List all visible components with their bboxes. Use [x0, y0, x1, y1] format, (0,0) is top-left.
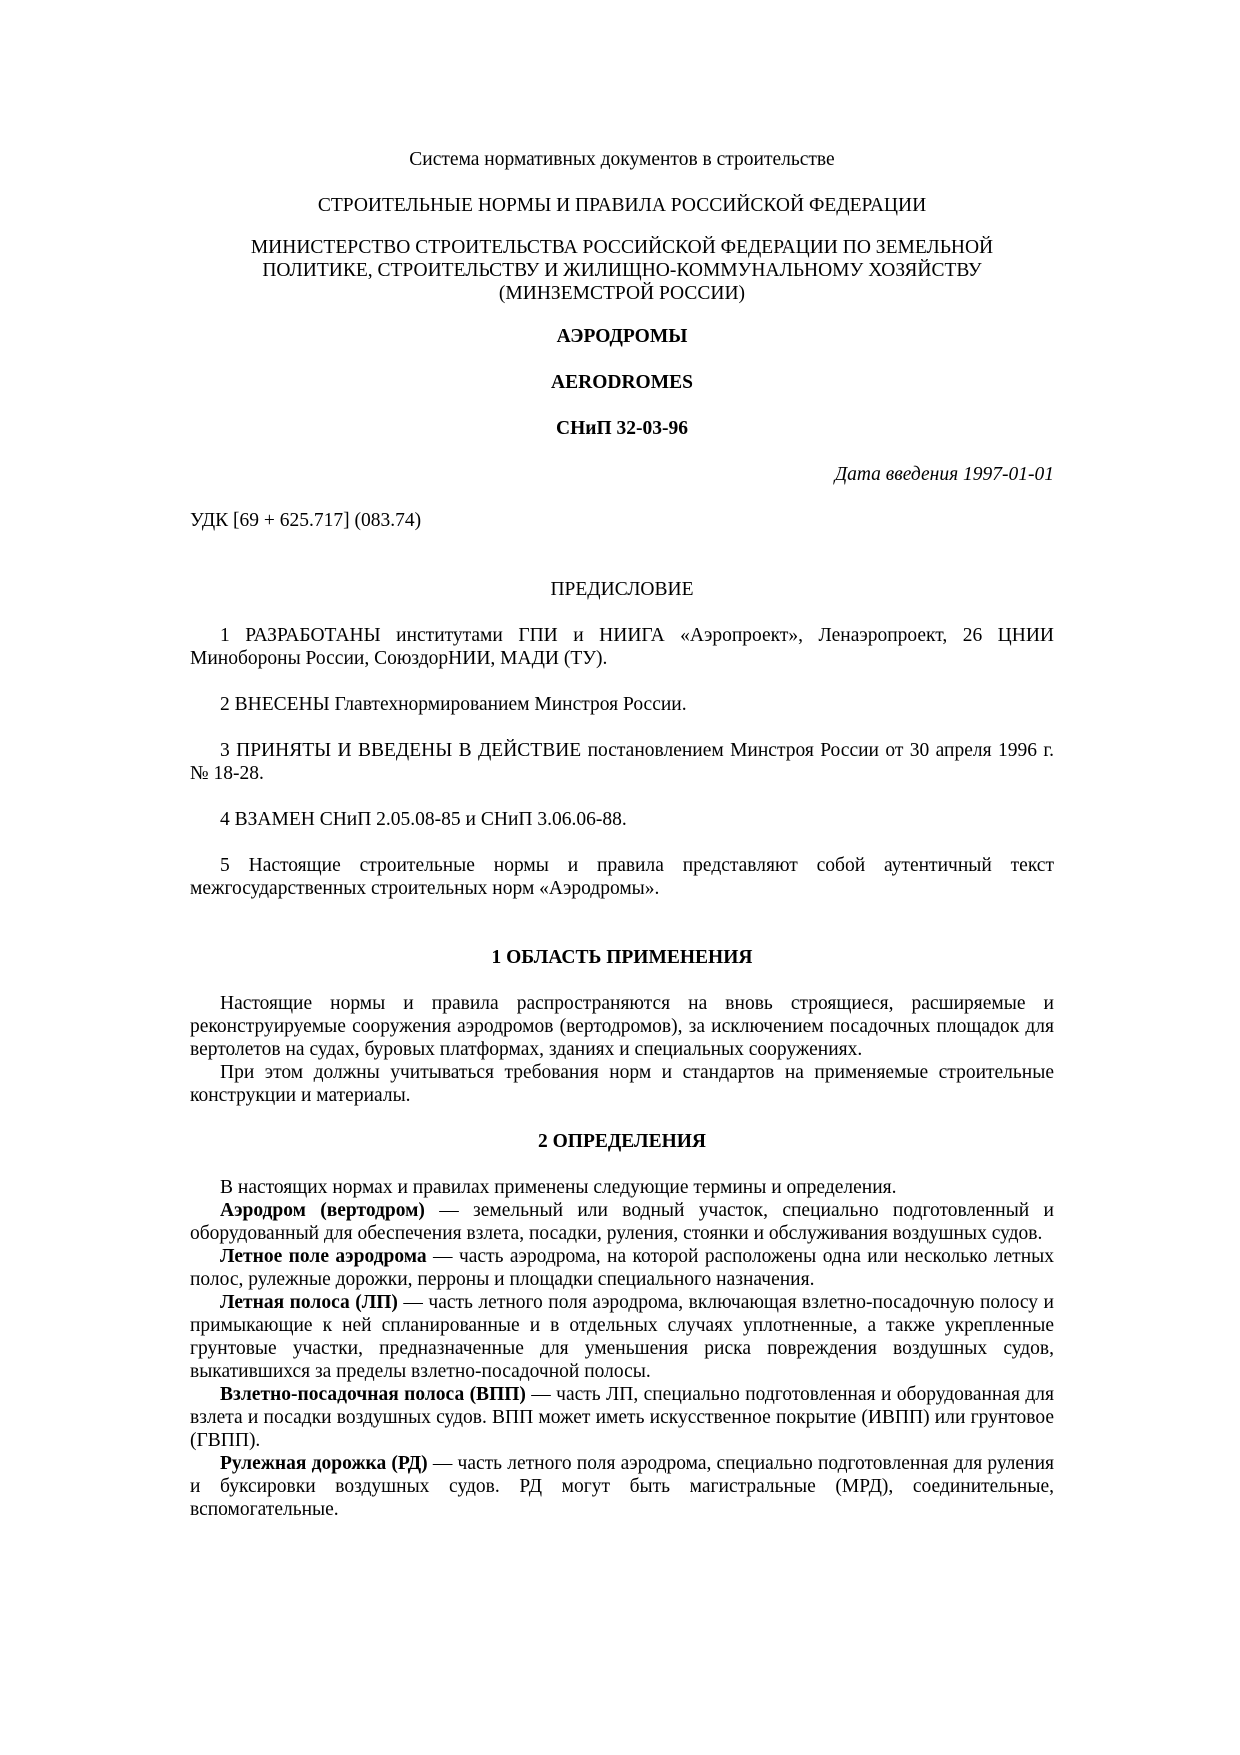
preface-item: [190, 693, 1054, 716]
preface-item: 5 Настоящие строительные нормы и правила представляют собой аутентичный текст межгосударственных строительных норм «Аэродромы».: [190, 855, 1054, 899]
ministry-line: (МИНЗЕМСТРОЙ РОССИИ): [498, 283, 746, 304]
document-page: [190, 148, 1054, 1521]
paragraph: Настоящие нормы и правила распространяются на вновь строящиеся, расширяемые и реконструируемые сооружения аэродромов (вертодромов), за исключением посадочных площадок для вертолетов на судах, буровых платформах, зданиях и специальных сооружениях.: [190, 993, 1054, 1060]
system-line: Система нормативных документов в строительстве: [409, 149, 835, 170]
section-heading: 1 ОБЛАСТЬ ПРИМЕНЕНИЯ: [491, 947, 753, 968]
definition: [190, 1245, 1054, 1291]
preface-item-lead: 4 ВЗАМЕН: [220, 809, 315, 830]
definition-text: — часть ЛП, специально подготовленная и оборудованная для взлета и посадки воздушных судов. ВПП может иметь искусственное покрытие (ИВПП) или грунтовое (ГВПП).: [190, 1384, 1054, 1451]
definition-text: — часть аэродрома, на которой расположены одна или несколько летных полос, рулежные дорожки, перроны и площадки специального назначения.: [190, 1246, 1054, 1290]
definition-text: — земельный или водный участок, специально подготовленный и оборудованный для обеспечения взлета, посадки, руления, стоянки и обслуживания воздушных судов.: [190, 1200, 1054, 1244]
preface-heading: ПРЕДИСЛОВИЕ: [550, 579, 694, 600]
preface-item-text: институтами ГПИ и НИИГА «Аэропроект», Ленаэропроект, 26 ЦНИИ Минобороны России, СоюздорНИИ, МАДИ (ТУ).: [190, 625, 1055, 669]
ministry-block: [190, 236, 1054, 305]
preface-item: [190, 808, 1054, 831]
title-ru: АЭРОДРОМЫ: [556, 326, 688, 347]
norms-title: СТРОИТЕЛЬНЫЕ НОРМЫ И ПРАВИЛА РОССИЙСКОЙ ФЕДЕРАЦИИ: [317, 195, 927, 216]
definition: [190, 1291, 1054, 1383]
udk-code: УДК [69 + 625.717] (083.74): [190, 510, 422, 531]
paragraph: При этом должны учитываться требования норм и стандартов на применяемые строительные конструкции и материалы.: [190, 1062, 1054, 1106]
preface-item-text: постановлением Минстроя России от 30 апреля 1996 г. № 18-28.: [190, 740, 1054, 784]
preface-item: [190, 624, 1054, 670]
definition-term: Рулежная дорожка (РД): [220, 1453, 428, 1474]
effective-date: Дата введения 1997-01-01: [834, 464, 1054, 485]
definition-term: Летная полоса (ЛП): [220, 1292, 398, 1313]
preface-item-lead: 2 ВНЕСЕНЫ: [220, 694, 330, 715]
definition: [190, 1199, 1054, 1245]
preface-item-lead: 3 ПРИНЯТЫ И ВВЕДЕНЫ В ДЕЙСТВИЕ: [220, 740, 582, 761]
preface-item-lead: 1 РАЗРАБОТАНЫ: [220, 625, 381, 646]
definition-term: Летное поле аэродрома: [220, 1246, 427, 1267]
preface-item-text: Главтехнормированием Минстроя России.: [329, 694, 687, 715]
definition-text: — часть летного поля аэродрома, включающая взлетно-посадочную полосу и примыкающие к ней спланированные и в отдельных случаях уплотненные, а также укрепленные грунтовые участки, предназначенные для уменьшения риска повреждения воздушных судов, выкатившихся за пределы взлетно-посадочной полосы.: [190, 1292, 1054, 1382]
section-heading: 2 ОПРЕДЕЛЕНИЯ: [538, 1131, 706, 1152]
ministry-line: ПОЛИТИКЕ, СТРОИТЕЛЬСТВУ И ЖИЛИЩНО-КОММУНАЛЬНОМУ ХОЗЯЙСТВУ: [262, 260, 982, 281]
ministry-line: МИНИСТЕРСТВО СТРОИТЕЛЬСТВА РОССИЙСКОЙ ФЕДЕРАЦИИ ПО ЗЕМЕЛЬНОЙ: [250, 237, 994, 258]
document-code: СНиП 32-03-96: [555, 418, 688, 439]
definition-term: Аэродром (вертодром): [220, 1200, 425, 1221]
preface-item: [190, 739, 1054, 785]
preface-item-text: СНиП 2.05.08-85 и СНиП 3.06.06-88.: [314, 809, 627, 830]
definition-term: Взлетно-посадочная полоса (ВПП): [220, 1384, 526, 1405]
title-en: AERODROMES: [551, 372, 693, 393]
definition-text: — часть летного поля аэродрома, специально подготовленная для руления и буксировки воздушных судов. РД могут быть магистральные (МРД), соединительные, вспомогательные.: [190, 1453, 1054, 1520]
paragraph: В настоящих нормах и правилах применены следующие термины и определения.: [220, 1177, 897, 1198]
definition: [190, 1383, 1054, 1452]
definition: [190, 1452, 1054, 1521]
